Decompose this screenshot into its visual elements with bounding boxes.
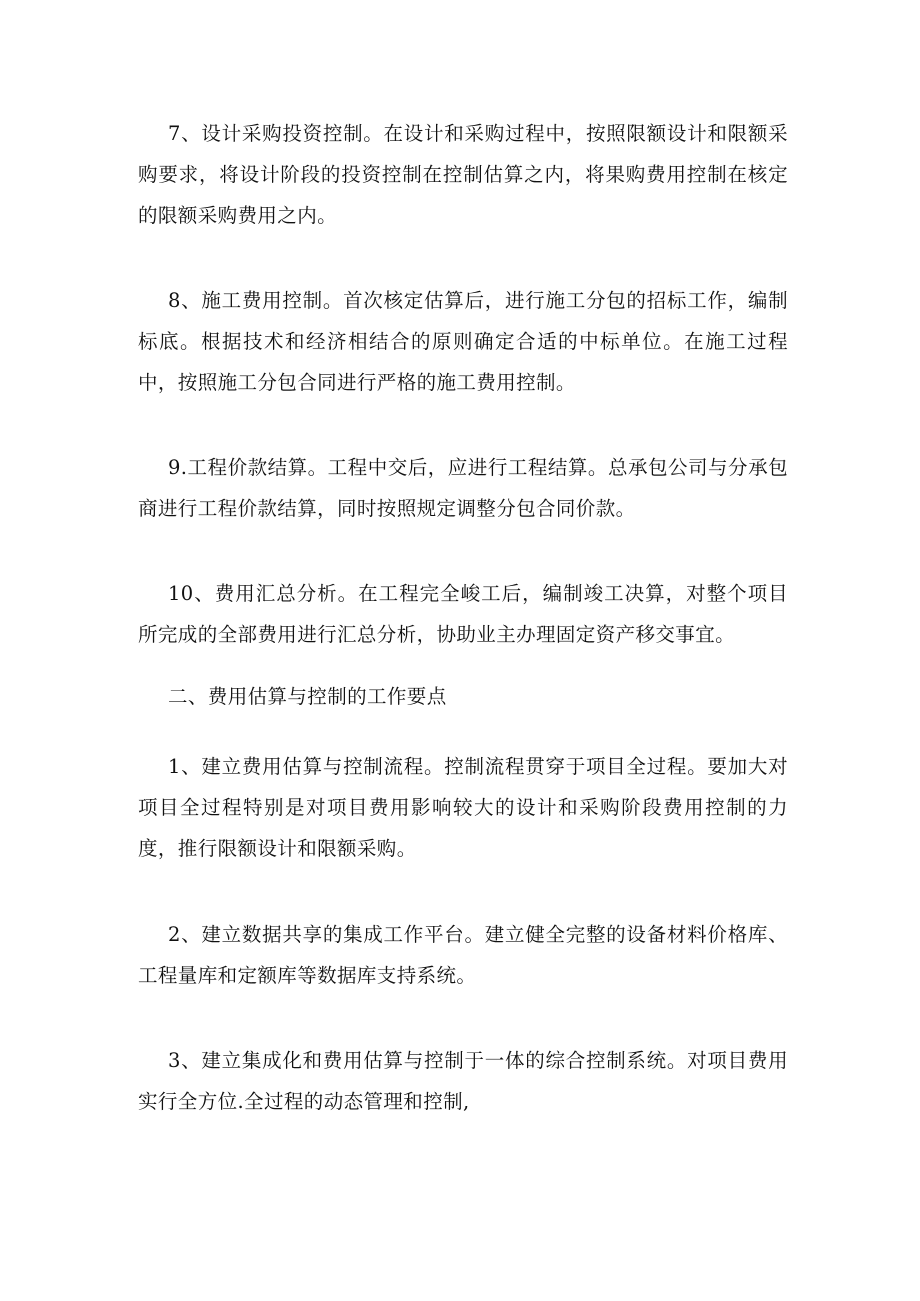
point-establish-control-process: 1、建立费用估算与控制流程。控制流程贯穿于项目全过程。要加大对项目全过程特别是对项目费用影响较大的设计和采购阶段费用控制的力度，推行限额设计和限额采购。	[138, 755, 788, 860]
point-data-sharing-platform: 2、建立数据共享的集成工作平台。建立健全完整的设备材料价格库、工程量库和定额库等数据库支持系统。	[138, 923, 788, 987]
section-heading: 二、费用估算与控制的工作要点	[168, 685, 447, 708]
paragraph-construction-cost-control: 8、施工费用控制。首次核定估算后，进行施工分包的招标工作，编制标底。根据技术和经济相结合的原则确定合适的中标单位。在施工过程中，按照施工分包合同进行严格的施工费用控制。	[138, 289, 788, 394]
point-integrated-control-system: 3、建立集成化和费用估算与控制于一体的综合控制系统。对项目费用实行全方位.全过程的动态管理和控制,	[138, 1049, 788, 1113]
paragraph-project-payment-settlement: 9.工程价款结算。工程中交后，应进行工程结算。总承包公司与分承包商进行工程价款结算，同时按照规定调整分包合同价款。	[138, 456, 788, 520]
paragraph-cost-summary-analysis: 10、费用汇总分析。在工程完全峻工后，编制竣工决算，对整个项目所完成的全部费用进行汇总分析，协助业主办理固定资产移交事宜。	[138, 582, 788, 646]
paragraph-design-procurement-control: 7、设计采购投资控制。在设计和采购过程中，按照限额设计和限额采购要求，将设计阶段的投资控制在控制估算之内，将果购费用控制在核定的限额采购费用之内。	[138, 122, 788, 227]
